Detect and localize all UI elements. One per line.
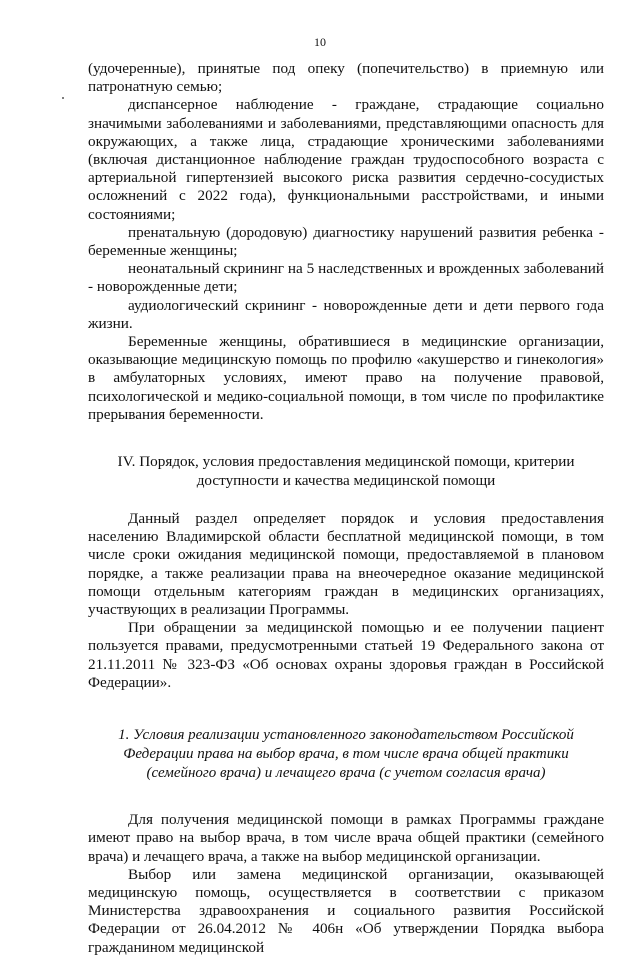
paragraph: (удочеренные), принятые под опеку (попечительство) в приемную или патронатную семью; [88, 60, 604, 96]
scan-speck [62, 97, 64, 99]
paragraph: пренатальную (дородовую) диагностику нарушений развития ребенка - беременные женщины; [88, 223, 604, 260]
paragraph: Для получения медицинской помощи в рамках Программы граждане имеют право на выбор врача, в том числе врача общей практики (семейного врача) и лечащего врача, а также на выбор медицинской организации. [88, 811, 604, 865]
paragraph: Данный раздел определяет порядок и условия предоставления населению Владимирской области бесплатной медицинской помощи, в том числе сроки ожидания медицинской помощи, предоставляемой в плановом порядке, а также реализации права на внеочередное оказание медицинской помощи отдельным категориям граждан в медицинских организациях, участвующих в реализации Программы. [88, 510, 604, 619]
paragraph: аудиологический скрининг - новорожденные дети и дети первого года жизни. [88, 296, 604, 332]
section-heading: IV. Порядок, условия предоставления медицинской помощи, критерии доступности и качества медицинской помощи [117, 453, 575, 490]
page-number: 10 [314, 35, 326, 49]
paragraph: диспансерное наблюдение - граждане, страдающие социально значимыми заболеваниями и заболеваниями, представляющими опасность для окружающих, а также лица, страдающие хроническими заболеваниями (включая дистанционное наблюдение граждан трудоспособного возраста с артериальной гипертензией высокого риска развития сердечно-сосудистых осложнений с 2022 года), функциональными расстройствами, и иными состояниями; [88, 96, 604, 223]
paragraph: Выбор или замена медицинской организации, оказывающей медицинскую помощь, осуществляется в соответствии с приказом Министерства здравоохранения и социального развития Российской Федерации от 26.04.2012 № 406н «Об утверждении Порядка выбора гражданином медицинской [88, 865, 604, 956]
paragraph: неонатальный скрининг на 5 наследственных и врожденных заболеваний - новорожденные дети; [88, 260, 604, 296]
document-body [88, 60, 604, 957]
paragraph: Беременные женщины, обратившиеся в медицинские организации, оказывающие медицинскую помощь по профилю «акушерство и гинекология» в амбулаторных условиях, имеют право на получение правовой, психологической и медико-социальной помощи, в том числе по профилактике прерывания беременности. [88, 333, 604, 423]
subsection-heading: 1. Условия реализации установленного законодательством Российской Федерации права на выбор врача, в том числе врача общей практики (семейного врача) и лечащего врача (с учетом согласия врача) [118, 727, 574, 782]
paragraph: При обращении за медицинской помощью и ее получении пациент пользуется правами, предусмотренными статьей 19 Федерального закона от 21.11.2011 № 323-ФЗ «Об основах охраны здоровья граждан в Российской Федерации». [88, 619, 604, 691]
